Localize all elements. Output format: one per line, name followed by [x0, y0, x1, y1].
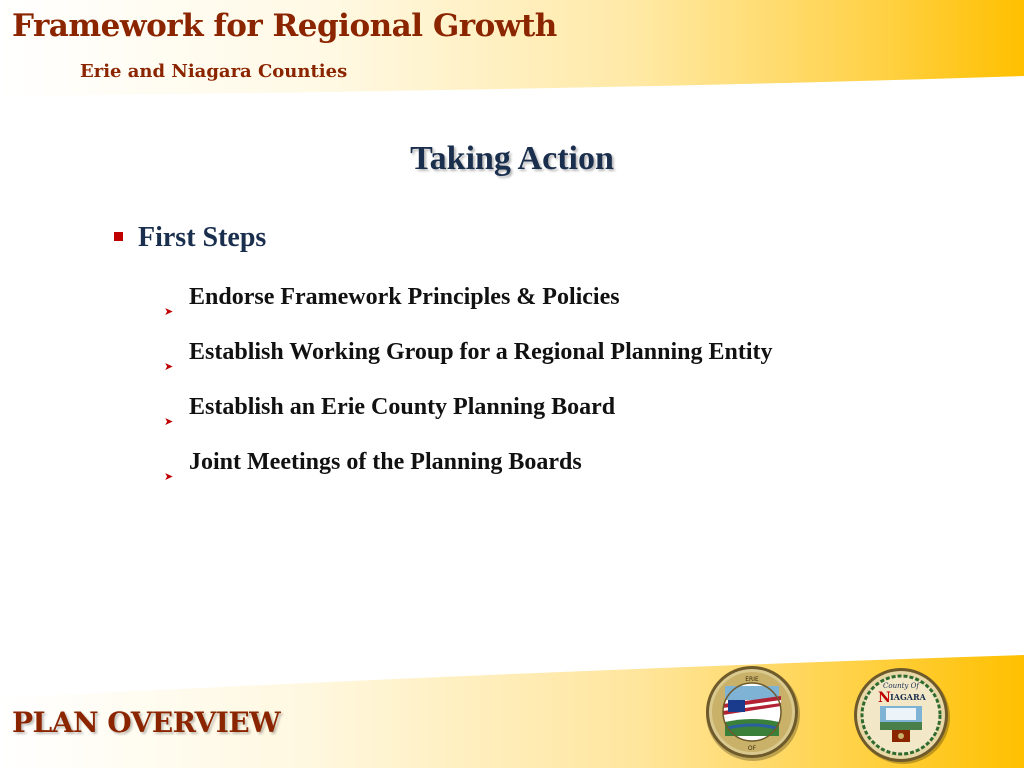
red-arrowhead-icon: ➤: [164, 415, 174, 428]
slide-title: Taking Action: [410, 140, 614, 177]
bullet-label: First Steps: [138, 222, 267, 253]
niagara-county-seal-icon: [852, 666, 952, 766]
bullet-first-steps: [114, 222, 266, 254]
sub-bullet-item: [164, 448, 772, 503]
svg-text:IAGARA: IAGARA: [890, 692, 926, 702]
sub-bullet-item: [164, 393, 772, 448]
sub-bullet-item: [164, 283, 772, 338]
red-arrowhead-icon: ➤: [164, 470, 174, 483]
red-arrowhead-icon: ➤: [164, 305, 174, 318]
sub-bullet-item: [164, 338, 772, 393]
sub-bullet-list: [164, 283, 772, 503]
header-title: Framework for Regional Growth: [12, 8, 557, 44]
sub-bullet-text: Establish an Erie County Planning Board: [189, 394, 616, 420]
header-subtitle: Erie and Niagara Counties: [80, 61, 348, 82]
svg-text:N: N: [878, 690, 891, 706]
sub-bullet-text: Joint Meetings of the Planning Boards: [189, 449, 582, 475]
footer-label: PLAN OVERVIEW: [12, 706, 281, 739]
erie-county-seal-icon: [704, 664, 802, 762]
sub-bullet-text: Endorse Framework Principles & Policies: [189, 284, 620, 310]
svg-text:County Of: County Of: [883, 682, 919, 690]
red-arrowhead-icon: ➤: [164, 360, 174, 373]
svg-text:ERIE: ERIE: [745, 676, 759, 683]
sub-bullet-text: Establish Working Group for a Regional Planning Entity: [189, 339, 773, 365]
red-square-icon: [114, 232, 123, 241]
svg-text:OF: OF: [747, 745, 757, 752]
